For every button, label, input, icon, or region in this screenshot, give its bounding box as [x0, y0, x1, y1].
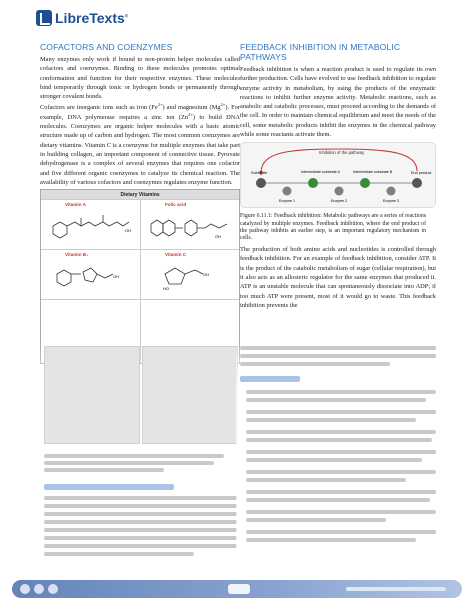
paragraph-feedback-atp: The production of both amino acids and nucleotides is controlled through feedback inhibition. For an example of feedback inhibition, consider ATP. It is the product of the catabolic metabolism of sugar (cellular respiration), but it also acts as an allosteric regulator for the same enzymes that produced it. ATP is an unstable molecule that can spontaneously dissociate into ADP; if too much ATP were present, most of it would go to waste. This feedback inhibition prevents the	[240, 246, 436, 309]
feedback-inhibition-figure	[240, 142, 436, 208]
folic-acid-cell	[140, 199, 239, 249]
enzyme-3-node	[387, 187, 396, 196]
svg-text:HO: HO	[163, 286, 169, 292]
right-column	[240, 42, 436, 312]
vitamin-c-cell	[140, 249, 239, 299]
cell-label: Vitamin B₁	[65, 252, 89, 258]
blurred-structure	[142, 346, 238, 444]
footer-dot-icon	[48, 584, 58, 594]
libretexts-logo-icon	[36, 10, 52, 26]
section-heading-feedback: FEEDBACK INHIBITION IN METABOLIC PATHWAYS	[240, 42, 401, 62]
vitamin-c-structure-icon	[145, 258, 237, 298]
faded-content-right	[236, 340, 474, 586]
enzyme-1-label: Enzyme 1	[279, 199, 295, 204]
dietary-vitamins-table	[40, 189, 240, 364]
footer-dot-icon	[34, 584, 44, 594]
blurred-structure	[44, 346, 140, 444]
faded-content-left	[0, 346, 230, 586]
folic-acid-structure-icon	[145, 208, 237, 248]
footer-link[interactable]	[346, 587, 446, 591]
end-product-node	[412, 178, 422, 188]
svg-text:OH: OH	[215, 234, 221, 240]
vitamin-b1-structure-icon	[45, 258, 137, 298]
table-row	[41, 199, 239, 249]
svg-text:OH: OH	[125, 228, 131, 234]
enzyme-3-label: Enzyme 3	[383, 199, 399, 204]
vitamin-a-structure-icon	[45, 208, 137, 248]
table-title: Dietary Vitamins	[41, 190, 239, 199]
intermediate-b-label: Intermediate substrate B	[353, 170, 393, 175]
cell-label: Vitamin A	[65, 202, 86, 208]
cell-label: Vitamin C	[165, 252, 187, 258]
paragraph-cofactors-intro: Many enzymes only work if bound to non-protein helper molecules called cofactors and coenzymes. Binding to these molecules promotes optimal conformation and function for their respective enzymes. These molecules bind temporarily through ionic or hydrogen bonds or permanently through stronger covalent bonds.	[40, 56, 240, 101]
page-header	[0, 0, 474, 34]
substrate-label: Substrate	[251, 171, 268, 176]
svg-text:OH: OH	[203, 272, 209, 278]
intermediate-b-node	[360, 178, 370, 188]
cell-label: Folic acid	[165, 202, 187, 208]
enzyme-2-label: Enzyme 2	[331, 199, 347, 204]
paragraph-cofactors-ions: Cofactors are inorganic ions such as iron $(Fe^{2+})$ and magnesium $(Mg^{2+})$. For example, DNA polymerase requires a zinc ion $(Zn^{2+})$ to build DNA molecules. Coenzymes are organic helper molecules with a basic atomic structure made up of carbon and hydrogen. The most common coenzymes are dietary vitamins. Vitamin C is a coenzyme for multiple enzymes that take part in building collagen, an important component of connective tissue. Pyruvate dehydrogenase is a complex of several enzymes that requires one cofactor and five different organic coenzymes to catalyze its chemical reaction. The availability of various cofactors and coenzymes regulates enzyme function.	[40, 102, 241, 186]
footer-dot-icon	[20, 584, 30, 594]
vitamin-a-cell	[41, 199, 140, 249]
page-footer	[12, 580, 462, 598]
substrate-node	[256, 178, 266, 188]
left-column	[40, 42, 240, 364]
figure-caption: Figure 6.11.1: Feedback inhibition: Metabolic pathways are a series of reactions catalyzed by multiple enzymes. Feedback inhibition, where the end product of the pathway inhibits an earlier step, is an important regulatory mechanism in cells.	[240, 213, 426, 241]
svg-text:OH: OH	[113, 274, 119, 280]
footer-page-number	[228, 584, 250, 594]
enzyme-2-node	[335, 187, 344, 196]
intermediate-a-label: Intermediate substrate A	[301, 170, 340, 175]
intermediate-a-node	[308, 178, 318, 188]
feedback-pathway-diagram	[241, 143, 437, 209]
end-product-label: End product	[411, 171, 432, 176]
paragraph-feedback-intro: Feedback inhibition is when a reaction product is used to regulate its own further production. Cells have evolved to use feedback inhibition to regulate enzyme activity in metabolism, by using the products of the enzymatic reactions to inhibit further enzyme activity. Metabolic reactions, such as anabolic and catabolic processes, must proceed according to the demands of the cell. In order to maintain chemical equilibrium and meet the needs of the cell, some metabolic products inhibit the enzymes in the chemical pathway while some reactants activate them.	[240, 66, 436, 139]
brand-name: LibreTexts®	[55, 10, 129, 26]
table-row	[41, 249, 239, 299]
section-heading-cofactors: COFACTORS AND COENZYMES	[40, 42, 173, 52]
enzyme-1-node	[283, 187, 292, 196]
inhibition-label: Inhibition of the pathway	[319, 150, 365, 156]
libretexts-logo[interactable]	[36, 10, 128, 26]
vitamin-b1-cell	[41, 249, 140, 299]
